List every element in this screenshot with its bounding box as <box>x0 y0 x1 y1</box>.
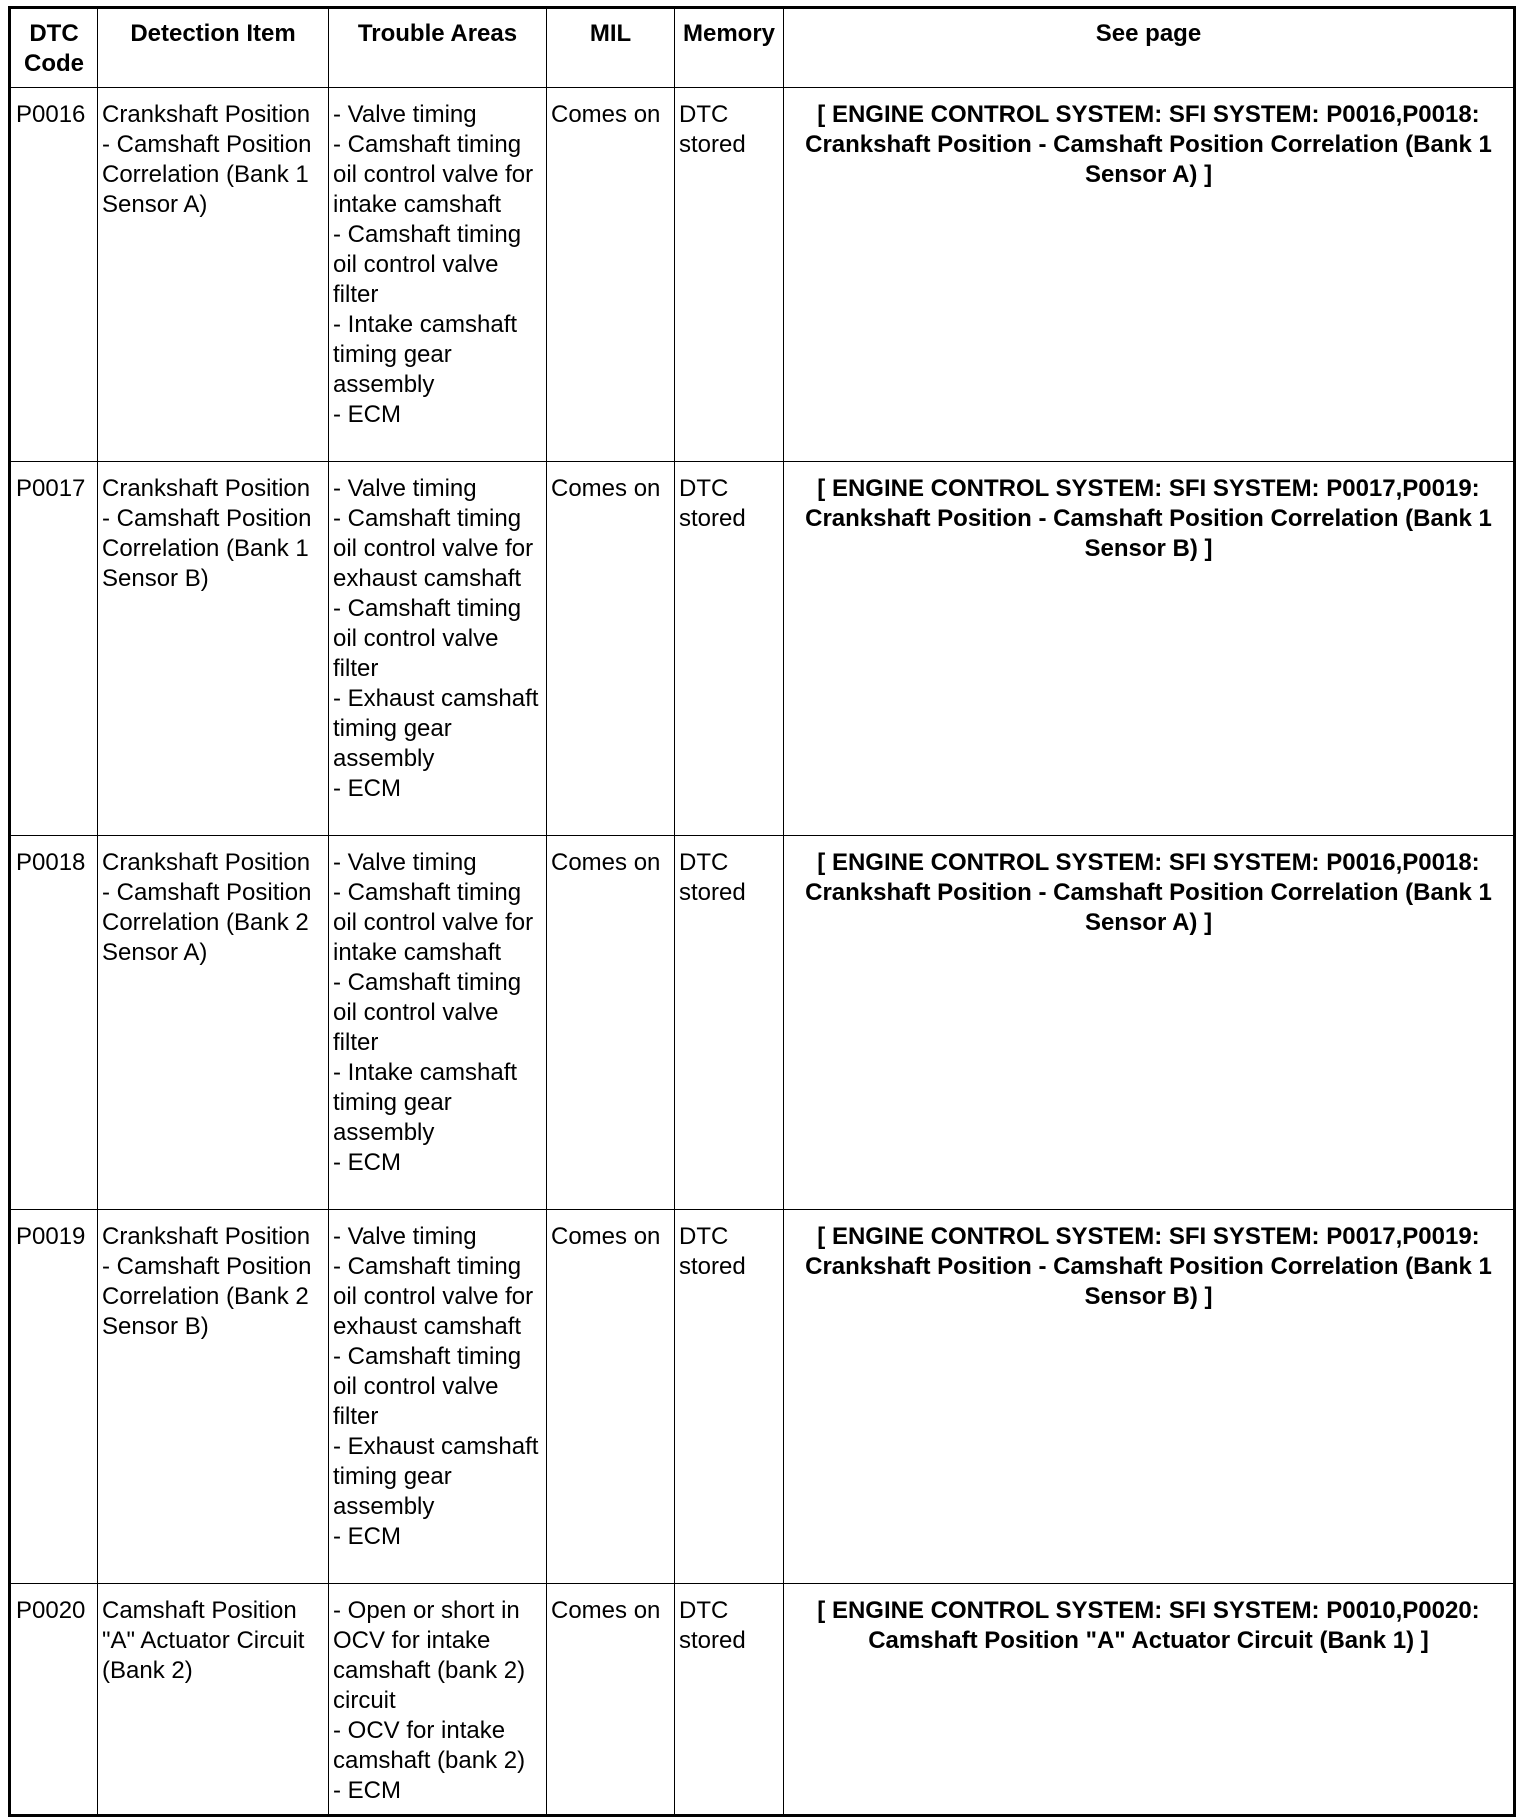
table-row <box>10 462 1515 836</box>
see-page-link[interactable]: [ ENGINE CONTROL SYSTEM: SFI SYSTEM: P0016,P0018: Crankshaft Position - Camshaft Position Correlation (Bank 1 Sensor A) ] <box>784 88 1515 462</box>
see-page-link[interactable]: [ ENGINE CONTROL SYSTEM: SFI SYSTEM: P0017,P0019: Crankshaft Position - Camshaft Position Correlation (Bank 1 Sensor B) ] <box>784 462 1515 836</box>
mil-cell: Comes on <box>547 836 675 1210</box>
detection-item-cell: Crankshaft Position - Camshaft Position Correlation (Bank 2 Sensor B) <box>98 1210 329 1584</box>
memory-cell: DTC stored <box>675 88 784 462</box>
mil-cell: Comes on <box>547 1584 675 1816</box>
see-page-link[interactable]: [ ENGINE CONTROL SYSTEM: SFI SYSTEM: P0016,P0018: Crankshaft Position - Camshaft Position Correlation (Bank 1 Sensor A) ] <box>784 836 1515 1210</box>
mil-cell: Comes on <box>547 88 675 462</box>
table-row <box>10 1584 1515 1816</box>
memory-cell: DTC stored <box>675 1210 784 1584</box>
header-dtc-code: DTC Code <box>10 8 98 88</box>
dtc-code-cell: P0020 <box>10 1584 98 1816</box>
see-page-link[interactable]: [ ENGINE CONTROL SYSTEM: SFI SYSTEM: P0010,P0020: Camshaft Position "A" Actuator Circuit (Bank 1) ] <box>784 1584 1515 1816</box>
header-memory: Memory <box>675 8 784 88</box>
dtc-code-cell: P0017 <box>10 462 98 836</box>
trouble-areas-cell: - Valve timing - Camshaft timing oil control valve for exhaust camshaft - Camshaft timing oil control valve filter - Exhaust camshaft timing gear assembly - ECM <box>329 462 547 836</box>
header-detection-item: Detection Item <box>98 8 329 88</box>
detection-item-cell: Crankshaft Position - Camshaft Position Correlation (Bank 1 Sensor A) <box>98 88 329 462</box>
detection-item-cell: Crankshaft Position - Camshaft Position Correlation (Bank 2 Sensor A) <box>98 836 329 1210</box>
header-trouble-areas: Trouble Areas <box>329 8 547 88</box>
header-see-page: See page <box>784 8 1515 88</box>
trouble-areas-cell: - Valve timing - Camshaft timing oil control valve for exhaust camshaft - Camshaft timing oil control valve filter - Exhaust camshaft timing gear assembly - ECM <box>329 1210 547 1584</box>
detection-item-cell: Camshaft Position "A" Actuator Circuit (Bank 2) <box>98 1584 329 1816</box>
memory-cell: DTC stored <box>675 1584 784 1816</box>
trouble-areas-cell: - Valve timing - Camshaft timing oil control valve for intake camshaft - Camshaft timing oil control valve filter - Intake camshaft timing gear assembly - ECM <box>329 836 547 1210</box>
dtc-code-cell: P0018 <box>10 836 98 1210</box>
table-row <box>10 836 1515 1210</box>
detection-item-cell: Crankshaft Position - Camshaft Position Correlation (Bank 1 Sensor B) <box>98 462 329 836</box>
mil-cell: Comes on <box>547 462 675 836</box>
trouble-areas-cell: - Valve timing - Camshaft timing oil control valve for intake camshaft - Camshaft timing oil control valve filter - Intake camshaft timing gear assembly - ECM <box>329 88 547 462</box>
trouble-areas-cell: - Open or short in OCV for intake camshaft (bank 2) circuit - OCV for intake camshaft (bank 2) - ECM <box>329 1584 547 1816</box>
memory-cell: DTC stored <box>675 462 784 836</box>
dtc-code-cell: P0019 <box>10 1210 98 1584</box>
dtc-table <box>8 6 1516 1817</box>
table-row <box>10 88 1515 462</box>
header-mil: MIL <box>547 8 675 88</box>
see-page-link[interactable]: [ ENGINE CONTROL SYSTEM: SFI SYSTEM: P0017,P0019: Crankshaft Position - Camshaft Position Correlation (Bank 1 Sensor B) ] <box>784 1210 1515 1584</box>
dtc-code-cell: P0016 <box>10 88 98 462</box>
mil-cell: Comes on <box>547 1210 675 1584</box>
memory-cell: DTC stored <box>675 836 784 1210</box>
table-row <box>10 1210 1515 1584</box>
table-header-row <box>10 8 1515 88</box>
